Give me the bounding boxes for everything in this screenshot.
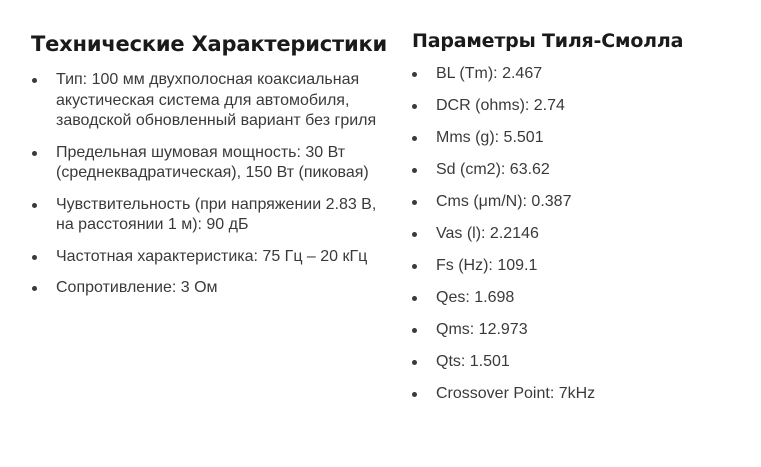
param-text: Crossover Point: 7kHz — [436, 385, 596, 402]
bullet-icon — [412, 232, 417, 237]
bullet-icon — [32, 255, 37, 260]
bullet-icon — [412, 328, 417, 333]
spec-text: Частотная характеристика: 75 Гц – 20 кГц — [56, 247, 368, 265]
specs-heading: Технические Характеристики — [31, 32, 388, 56]
thiele-small-section — [412, 0, 742, 416]
list-item-frequency — [31, 247, 391, 268]
ts-heading: Параметры Тиля-Смолла — [412, 30, 684, 52]
list-item-qes — [412, 288, 742, 308]
bullet-icon — [412, 264, 417, 269]
param-text: Sd (cm2): 63.62 — [436, 161, 550, 178]
spec-text: Чувствительность (при напряжении 2.83 В, на расстоянии 1 м): 90 дБ — [56, 195, 377, 233]
list-item-power — [31, 143, 391, 184]
param-text: Vas (l): 2.2146 — [436, 225, 539, 242]
spec-text: Сопротивление: 3 Ом — [56, 279, 218, 296]
bullet-icon — [32, 78, 37, 83]
list-item-impedance — [31, 278, 391, 299]
list-item-qms — [412, 320, 742, 340]
param-text: DCR (ohms): 2.74 — [436, 97, 565, 114]
bullet-icon — [412, 104, 417, 109]
bullet-icon — [32, 286, 37, 291]
list-item-sd — [412, 160, 742, 180]
param-text: Fs (Hz): 109.1 — [436, 257, 538, 274]
list-item-vas — [412, 224, 742, 244]
param-text: Qts: 1.501 — [436, 353, 510, 370]
param-text: Cms (μm/N): 0.387 — [436, 193, 572, 210]
bullet-icon — [412, 360, 417, 365]
list-item-type — [31, 70, 391, 132]
specs-list — [31, 70, 391, 299]
ts-list — [412, 64, 742, 404]
param-text: Qes: 1.698 — [436, 289, 515, 306]
bullet-icon — [32, 151, 37, 156]
list-item-sensitivity — [31, 195, 391, 236]
param-text: BL (Tm): 2.467 — [436, 65, 543, 82]
bullet-icon — [32, 203, 37, 208]
bullet-icon — [412, 72, 417, 77]
list-item-cms — [412, 192, 742, 212]
bullet-icon — [412, 136, 417, 141]
param-text: Mms (g): 5.501 — [436, 129, 544, 146]
list-item-bl — [412, 64, 742, 84]
list-item-crossover — [412, 384, 742, 404]
list-item-fs — [412, 256, 742, 276]
list-item-mms — [412, 128, 742, 148]
bullet-icon — [412, 296, 417, 301]
specs-section — [31, 0, 391, 310]
bullet-icon — [412, 392, 417, 397]
spec-text: Предельная шумовая мощность: 30 Вт (среднеквадратическая), 150 Вт (пиковая) — [56, 143, 369, 181]
list-item-dcr — [412, 96, 742, 116]
bullet-icon — [412, 200, 417, 205]
spec-text: Тип: 100 мм двухполосная коаксиальная акустическая система для автомобиля, заводской обновленный вариант без гриля — [56, 71, 377, 129]
param-text: Qms: 12.973 — [436, 321, 528, 338]
list-item-qts — [412, 352, 742, 372]
bullet-icon — [412, 168, 417, 173]
